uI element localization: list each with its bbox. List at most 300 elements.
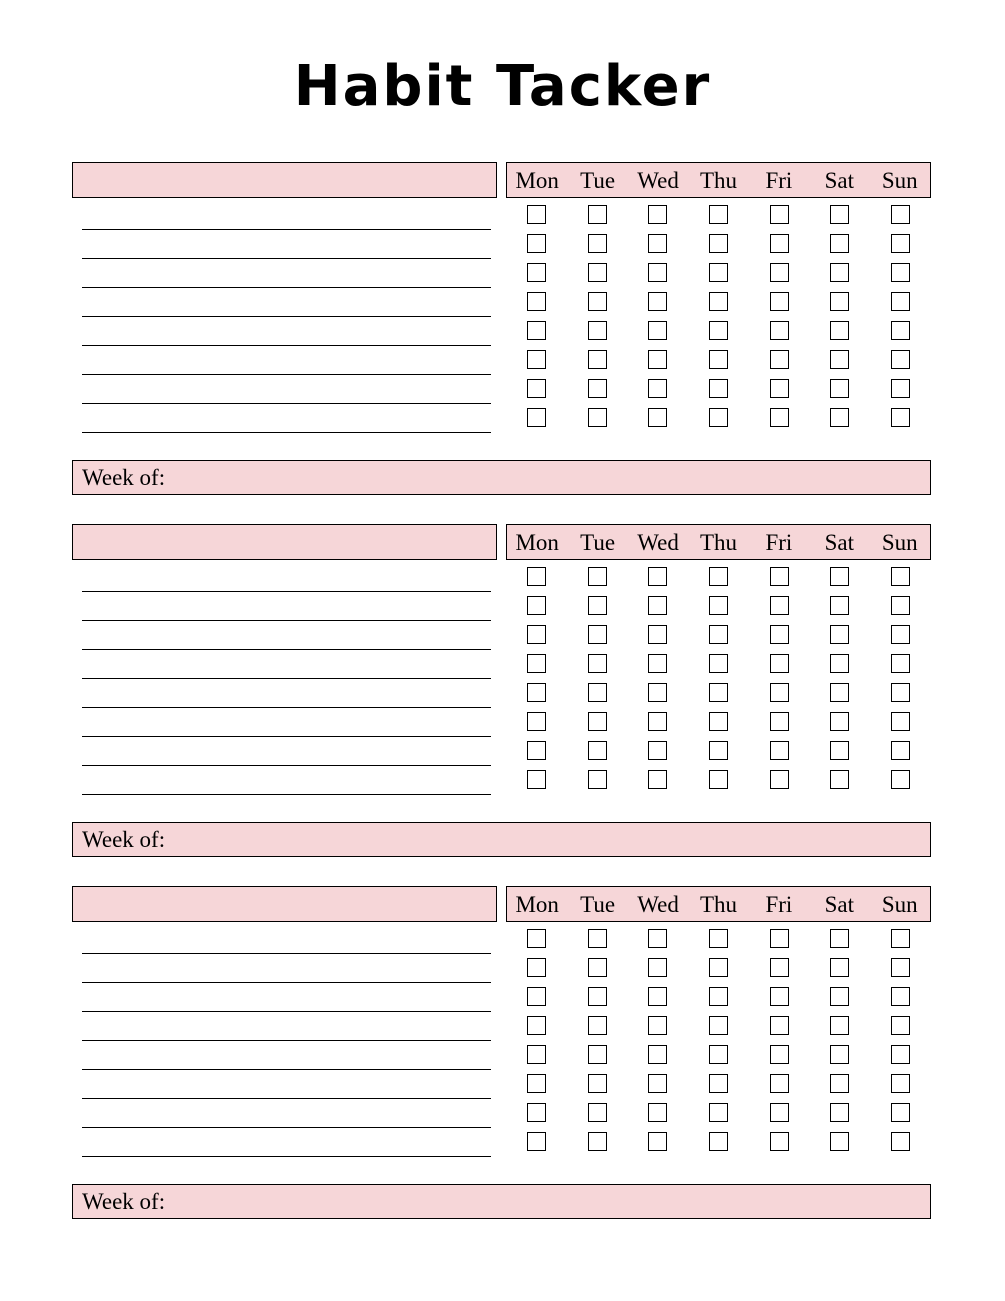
habit-checkbox[interactable] [527, 379, 546, 398]
checkbox-cell [688, 620, 749, 649]
checkbox-cell [627, 562, 688, 591]
habit-checkbox[interactable] [830, 379, 849, 398]
habit-checkbox[interactable] [891, 567, 910, 586]
checkbox-cell [567, 403, 628, 432]
habit-checkbox[interactable] [527, 987, 546, 1006]
habit-checkbox[interactable] [891, 1074, 910, 1093]
habit-checkbox[interactable] [588, 263, 607, 282]
checkbox-cell [749, 678, 810, 707]
habit-name-line[interactable] [82, 708, 491, 737]
checkbox-cell [688, 403, 749, 432]
habit-checkbox[interactable] [527, 263, 546, 282]
habit-checkbox[interactable] [891, 929, 910, 948]
day-label-thu: Thu [699, 167, 737, 193]
habit-name-line[interactable] [82, 346, 491, 375]
checkbox-cell [627, 1040, 688, 1069]
habit-checkbox[interactable] [770, 712, 789, 731]
habit-checkbox[interactable] [588, 683, 607, 702]
week-of-bar[interactable] [72, 1184, 931, 1219]
habit-checkbox[interactable] [527, 321, 546, 340]
checkbox-cell [688, 374, 749, 403]
checkbox-cell [688, 316, 749, 345]
checkbox-cell [749, 403, 810, 432]
habit-checkbox[interactable] [891, 770, 910, 789]
habit-checkbox[interactable] [770, 1132, 789, 1151]
habit-name-line[interactable] [82, 259, 491, 288]
habit-checkbox[interactable] [891, 1132, 910, 1151]
habit-checkbox[interactable] [588, 741, 607, 760]
habit-checkbox[interactable] [770, 625, 789, 644]
habit-name-line[interactable] [82, 1099, 491, 1128]
habit-checkbox[interactable] [648, 379, 667, 398]
checkbox-cell [870, 403, 931, 432]
day-label-fri: Fri [765, 891, 793, 917]
habit-checkbox[interactable] [648, 683, 667, 702]
habit-checkbox[interactable] [770, 350, 789, 369]
habit-checkbox[interactable] [588, 1132, 607, 1151]
habit-checkbox[interactable] [709, 292, 728, 311]
checkbox-cell [506, 707, 567, 736]
checkbox-cell [810, 200, 871, 229]
checkbox-cell [749, 316, 810, 345]
habit-checkbox[interactable] [527, 292, 546, 311]
checkbox-cell [749, 1127, 810, 1156]
habit-name-line[interactable] [82, 592, 491, 621]
habit-checkbox[interactable] [527, 741, 546, 760]
habit-checkbox[interactable] [891, 987, 910, 1006]
checkbox-cell [567, 287, 628, 316]
habit-checkbox[interactable] [648, 205, 667, 224]
page-content [72, 162, 931, 1219]
checkbox-cell [506, 229, 567, 258]
checkbox-cell [688, 924, 749, 953]
habit-checkbox[interactable] [830, 625, 849, 644]
checkbox-cell [688, 562, 749, 591]
habit-name-line[interactable] [82, 230, 491, 259]
habit-checkbox[interactable] [830, 741, 849, 760]
habit-checkbox[interactable] [709, 929, 728, 948]
habit-checkbox[interactable] [709, 350, 728, 369]
day-label-sat: Sat [824, 167, 855, 193]
habit-name-line[interactable] [82, 1041, 491, 1070]
checkbox-cell [688, 287, 749, 316]
checkbox-cell [567, 316, 628, 345]
habit-checkbox[interactable] [527, 596, 546, 615]
habit-name-line[interactable] [82, 983, 491, 1012]
habit-checkbox[interactable] [709, 770, 728, 789]
checkbox-cell [688, 953, 749, 982]
habit-name-line[interactable] [82, 954, 491, 983]
habit-checkbox[interactable] [830, 987, 849, 1006]
checkbox-cell [870, 678, 931, 707]
checkbox-cell [506, 591, 567, 620]
habit-checkbox[interactable] [770, 234, 789, 253]
day-label-tue: Tue [580, 529, 616, 555]
habit-checkbox[interactable] [648, 1045, 667, 1064]
week-of-label: Week of: [82, 1188, 166, 1214]
habit-checkbox[interactable] [709, 958, 728, 977]
checkbox-cell [870, 1040, 931, 1069]
checkbox-cell [870, 258, 931, 287]
habit-name-line[interactable] [82, 621, 491, 650]
habit-checkbox[interactable] [527, 234, 546, 253]
checkbox-cell [870, 562, 931, 591]
habit-name-line[interactable] [82, 563, 491, 592]
habit-checkbox[interactable] [648, 1016, 667, 1035]
checkbox-cell [506, 316, 567, 345]
habit-checkbox[interactable] [709, 408, 728, 427]
checkbox-cell [567, 374, 628, 403]
checkbox-cell [749, 924, 810, 953]
habit-checkbox[interactable] [527, 1132, 546, 1151]
habit-checkbox[interactable] [830, 929, 849, 948]
habit-checkbox[interactable] [830, 1103, 849, 1122]
habit-checkbox[interactable] [770, 1103, 789, 1122]
checkbox-cell [627, 765, 688, 794]
habit-checkbox[interactable] [527, 1045, 546, 1064]
habit-checkbox[interactable] [588, 958, 607, 977]
checkbox-cell [870, 200, 931, 229]
habit-checkbox[interactable] [770, 408, 789, 427]
habit-checkbox[interactable] [527, 205, 546, 224]
checkbox-cell [506, 924, 567, 953]
habit-checkbox[interactable] [830, 1045, 849, 1064]
habit-checkbox[interactable] [709, 712, 728, 731]
habit-name-line[interactable] [82, 288, 491, 317]
habit-checkbox[interactable] [830, 654, 849, 673]
checkbox-cell [506, 765, 567, 794]
habit-name-lines [72, 922, 497, 1157]
habit-checkbox[interactable] [891, 625, 910, 644]
habit-checkbox[interactable] [709, 567, 728, 586]
habit-checkbox[interactable] [891, 712, 910, 731]
habit-checkbox[interactable] [588, 234, 607, 253]
habit-checkbox[interactable] [527, 712, 546, 731]
habit-checkbox[interactable] [648, 292, 667, 311]
habit-checkbox[interactable] [891, 292, 910, 311]
checkbox-cell [688, 1040, 749, 1069]
habit-checkbox[interactable] [648, 1132, 667, 1151]
checkbox-cell [749, 982, 810, 1011]
checkbox-cell [567, 953, 628, 982]
habit-checkbox[interactable] [709, 1103, 728, 1122]
habit-checkbox[interactable] [527, 958, 546, 977]
checkbox-cell [810, 649, 871, 678]
habit-checkbox[interactable] [588, 1016, 607, 1035]
habit-checkbox[interactable] [830, 596, 849, 615]
checkbox-cell [627, 678, 688, 707]
habit-name-line[interactable] [82, 925, 491, 954]
checkbox-cell [688, 736, 749, 765]
checkbox-cell [749, 258, 810, 287]
habit-checkbox[interactable] [648, 263, 667, 282]
section-header [72, 524, 931, 560]
habit-checkbox[interactable] [527, 683, 546, 702]
checkbox-cell [627, 1011, 688, 1040]
habit-checkbox[interactable] [527, 654, 546, 673]
habit-checkbox[interactable] [648, 741, 667, 760]
habit-name-line[interactable] [82, 317, 491, 346]
habit-checkbox[interactable] [830, 408, 849, 427]
habit-checkbox[interactable] [830, 321, 849, 340]
checkbox-cell [506, 1098, 567, 1127]
habit-checkbox[interactable] [709, 1045, 728, 1064]
habit-checkbox[interactable] [648, 770, 667, 789]
habit-checkbox[interactable] [770, 1016, 789, 1035]
habit-checkbox[interactable] [709, 654, 728, 673]
habit-checkbox[interactable] [648, 408, 667, 427]
days-header-row [506, 524, 931, 560]
habit-checkbox[interactable] [709, 379, 728, 398]
habit-checkbox[interactable] [709, 625, 728, 644]
habit-checkbox[interactable] [770, 263, 789, 282]
habit-checkbox[interactable] [648, 987, 667, 1006]
habit-checkbox[interactable] [830, 958, 849, 977]
habit-checkbox[interactable] [770, 987, 789, 1006]
habit-checkbox[interactable] [588, 292, 607, 311]
habit-checkbox[interactable] [891, 321, 910, 340]
week-of-bar[interactable] [72, 460, 931, 495]
checkbox-cell [506, 1040, 567, 1069]
checkbox-cell [506, 374, 567, 403]
day-label-wed: Wed [637, 529, 679, 555]
habit-checkbox[interactable] [770, 292, 789, 311]
habit-checkbox[interactable] [709, 205, 728, 224]
checkbox-cell [627, 591, 688, 620]
habit-checkbox[interactable] [891, 596, 910, 615]
habit-checkbox[interactable] [527, 567, 546, 586]
habit-checkbox[interactable] [830, 292, 849, 311]
checkbox-cell [506, 620, 567, 649]
habit-checkbox[interactable] [891, 379, 910, 398]
habit-checkbox[interactable] [891, 958, 910, 977]
habit-checkbox[interactable] [891, 683, 910, 702]
habit-checkbox[interactable] [588, 929, 607, 948]
habit-name-line[interactable] [82, 650, 491, 679]
habit-checkbox[interactable] [891, 205, 910, 224]
habit-checkbox[interactable] [527, 1103, 546, 1122]
habit-checkbox[interactable] [770, 321, 789, 340]
habit-checkbox[interactable] [891, 1103, 910, 1122]
checkbox-cell [506, 200, 567, 229]
checkbox-cell [567, 649, 628, 678]
habit-name-line[interactable] [82, 201, 491, 230]
habit-checkbox[interactable] [648, 321, 667, 340]
habit-checkbox[interactable] [648, 567, 667, 586]
habit-checkbox[interactable] [891, 1045, 910, 1064]
habit-checkbox[interactable] [648, 625, 667, 644]
habit-checkbox[interactable] [588, 408, 607, 427]
habit-checkbox[interactable] [588, 987, 607, 1006]
habit-checkbox[interactable] [648, 1103, 667, 1122]
checkbox-cell [688, 678, 749, 707]
habit-checkbox[interactable] [770, 1074, 789, 1093]
habit-checkbox[interactable] [830, 234, 849, 253]
habit-checkbox[interactable] [830, 770, 849, 789]
checkbox-cell [749, 591, 810, 620]
checkbox-cell [749, 562, 810, 591]
habit-checkbox[interactable] [527, 1074, 546, 1093]
checkbox-cell [506, 649, 567, 678]
habit-checkbox[interactable] [830, 1132, 849, 1151]
checkbox-cell [506, 982, 567, 1011]
habit-checkbox[interactable] [830, 263, 849, 282]
habit-checkbox[interactable] [588, 1103, 607, 1122]
day-label-wed: Wed [637, 891, 679, 917]
habit-checkbox[interactable] [830, 1074, 849, 1093]
checkbox-cell [567, 345, 628, 374]
checkbox-cell [688, 229, 749, 258]
habit-checkbox[interactable] [648, 958, 667, 977]
habit-checkbox[interactable] [709, 987, 728, 1006]
habit-checkbox[interactable] [770, 929, 789, 948]
habit-checkbox[interactable] [709, 321, 728, 340]
checkbox-cell [749, 200, 810, 229]
checkbox-cell [810, 1011, 871, 1040]
checkbox-cell [627, 982, 688, 1011]
checkbox-cell [749, 736, 810, 765]
checkbox-cell [506, 562, 567, 591]
habit-checkbox[interactable] [527, 350, 546, 369]
habit-checkbox[interactable] [891, 1016, 910, 1035]
checkbox-cell [627, 1069, 688, 1098]
habit-name-line[interactable] [82, 1012, 491, 1041]
habit-checkbox[interactable] [830, 712, 849, 731]
habit-checkbox[interactable] [648, 712, 667, 731]
habit-checkbox[interactable] [648, 234, 667, 253]
week-of-bar[interactable] [72, 822, 931, 857]
habit-checkbox[interactable] [588, 321, 607, 340]
habit-checkbox[interactable] [588, 596, 607, 615]
checkbox-grid [506, 560, 931, 795]
day-label-sun: Sun [881, 891, 918, 917]
checkbox-cell [810, 562, 871, 591]
checkbox-cell [567, 1069, 628, 1098]
checkbox-cell [749, 765, 810, 794]
habit-checkbox[interactable] [709, 1016, 728, 1035]
habit-checkbox[interactable] [830, 350, 849, 369]
habit-checkbox[interactable] [770, 379, 789, 398]
checkbox-cell [688, 1011, 749, 1040]
checkbox-cell [567, 229, 628, 258]
habit-name-line[interactable] [82, 737, 491, 766]
habit-checkbox[interactable] [648, 350, 667, 369]
habit-checkbox[interactable] [770, 958, 789, 977]
habit-checkbox[interactable] [527, 408, 546, 427]
habit-checkbox[interactable] [709, 683, 728, 702]
habit-checkbox[interactable] [709, 741, 728, 760]
day-label-fri: Fri [765, 529, 793, 555]
habit-name-line[interactable] [82, 1128, 491, 1157]
habit-checkbox[interactable] [588, 770, 607, 789]
day-label-sat: Sat [824, 891, 855, 917]
habit-checkbox[interactable] [588, 625, 607, 644]
habit-checkbox[interactable] [830, 1016, 849, 1035]
habit-checkbox[interactable] [770, 770, 789, 789]
checkbox-cell [870, 982, 931, 1011]
habit-checkbox[interactable] [709, 234, 728, 253]
section-body [72, 198, 931, 433]
checkbox-cell [506, 403, 567, 432]
habit-checkbox[interactable] [588, 1074, 607, 1093]
habit-checkbox[interactable] [527, 1016, 546, 1035]
checkbox-cell [567, 736, 628, 765]
habit-checkbox[interactable] [527, 770, 546, 789]
habit-checkbox[interactable] [770, 1045, 789, 1064]
habit-checkbox[interactable] [709, 1074, 728, 1093]
habit-checkbox[interactable] [891, 350, 910, 369]
habit-checkbox[interactable] [588, 379, 607, 398]
checkbox-cell [810, 953, 871, 982]
habit-checkbox[interactable] [770, 596, 789, 615]
habit-checkbox[interactable] [891, 654, 910, 673]
habit-checkbox[interactable] [588, 205, 607, 224]
habit-checkbox[interactable] [588, 654, 607, 673]
habit-checkbox[interactable] [891, 408, 910, 427]
habit-checkbox[interactable] [891, 263, 910, 282]
habit-checkbox[interactable] [770, 654, 789, 673]
checkbox-cell [810, 1127, 871, 1156]
checkbox-cell [749, 287, 810, 316]
habit-checkbox[interactable] [648, 596, 667, 615]
habit-checkbox[interactable] [648, 654, 667, 673]
habit-checkbox[interactable] [891, 741, 910, 760]
checkbox-cell [810, 924, 871, 953]
checkbox-cell [506, 736, 567, 765]
habit-checkbox[interactable] [770, 683, 789, 702]
habit-checkbox[interactable] [709, 263, 728, 282]
habit-name-line[interactable] [82, 679, 491, 708]
checkbox-cell [567, 562, 628, 591]
habit-checkbox[interactable] [588, 712, 607, 731]
habit-checkbox[interactable] [770, 205, 789, 224]
checkbox-cell [688, 1098, 749, 1127]
habit-checkbox[interactable] [830, 683, 849, 702]
checkbox-cell [749, 374, 810, 403]
habit-checkbox[interactable] [648, 929, 667, 948]
habit-checkbox[interactable] [709, 1132, 728, 1151]
checkbox-cell [567, 707, 628, 736]
habit-checkbox[interactable] [527, 929, 546, 948]
checkbox-cell [870, 1127, 931, 1156]
habit-name-line[interactable] [82, 375, 491, 404]
habit-name-column-header [72, 886, 497, 922]
checkbox-cell [627, 736, 688, 765]
checkbox-cell [749, 1011, 810, 1040]
habit-checkbox[interactable] [830, 205, 849, 224]
checkbox-cell [506, 953, 567, 982]
habit-checkbox[interactable] [588, 350, 607, 369]
habit-checkbox[interactable] [588, 567, 607, 586]
habit-name-line[interactable] [82, 404, 491, 433]
habit-checkbox[interactable] [527, 625, 546, 644]
habit-checkbox[interactable] [770, 567, 789, 586]
checkbox-cell [627, 953, 688, 982]
checkbox-cell [749, 1069, 810, 1098]
habit-checkbox[interactable] [588, 1045, 607, 1064]
day-label-mon: Mon [515, 167, 559, 193]
day-label-mon: Mon [515, 891, 559, 917]
habit-checkbox[interactable] [891, 234, 910, 253]
habit-checkbox[interactable] [648, 1074, 667, 1093]
habit-checkbox[interactable] [709, 596, 728, 615]
habit-checkbox[interactable] [830, 567, 849, 586]
habit-name-line[interactable] [82, 1070, 491, 1099]
habit-name-line[interactable] [82, 766, 491, 795]
habit-checkbox[interactable] [770, 741, 789, 760]
habit-week-section-2 [72, 524, 931, 857]
checkbox-cell [870, 1011, 931, 1040]
